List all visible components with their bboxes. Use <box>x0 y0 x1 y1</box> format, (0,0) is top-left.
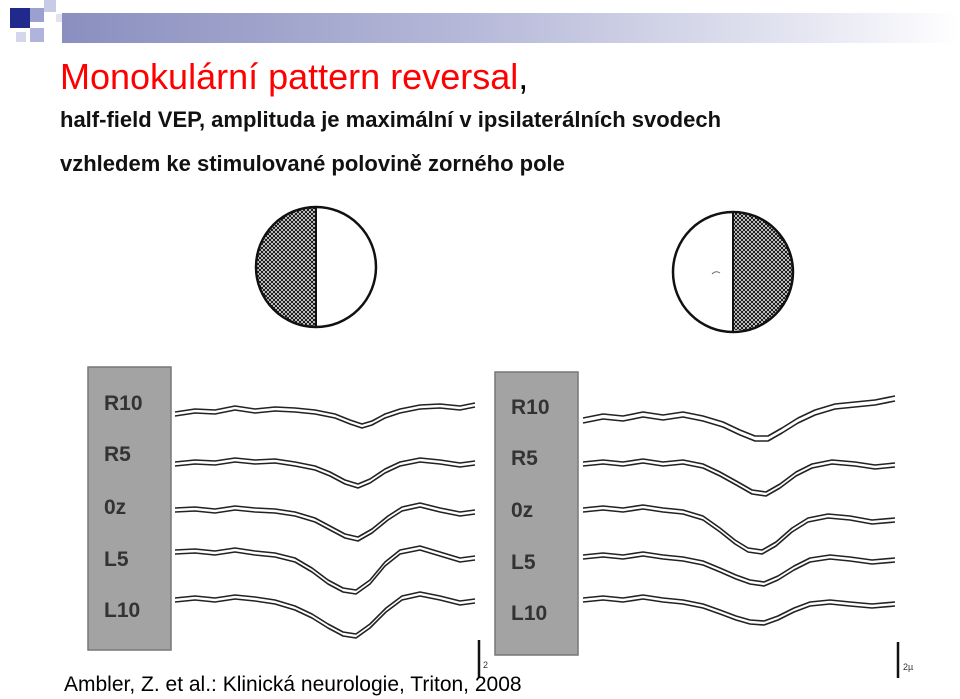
slide-title: Monokulární pattern reversal, <box>60 56 529 97</box>
right-label-R5: R5 <box>511 447 538 470</box>
left-trace-R10 <box>175 403 475 428</box>
right-label-0z: 0z <box>511 499 534 522</box>
subtitle-line-2: vzhledem ke stimulované polovině zorného pole <box>60 152 565 176</box>
right-trace-L5 <box>583 552 895 586</box>
left-label-R10: R10 <box>104 392 143 415</box>
right-label-L10: L10 <box>511 602 548 625</box>
svg-text:2µ: 2µ <box>903 662 914 672</box>
left-label-L5: L5 <box>104 548 129 571</box>
left-label-L10: L10 <box>104 599 141 622</box>
header-accent-bar <box>62 13 960 43</box>
right-trace-R5 <box>583 459 895 496</box>
vep-figure <box>0 190 960 680</box>
left-label-0z: 0z <box>104 496 127 519</box>
left-label-R5: R5 <box>104 443 131 466</box>
right-label-L5: L5 <box>511 551 536 574</box>
left-trace-L5 <box>175 546 475 594</box>
left-trace-0z <box>175 503 475 541</box>
right-trace-R10 <box>583 396 895 441</box>
right-scale-bar <box>898 642 913 678</box>
left-stimulus-disc <box>256 207 376 327</box>
right-trace-0z <box>583 505 895 554</box>
slide-subtitle <box>60 108 920 176</box>
left-traces <box>175 403 475 638</box>
right-label-R10: R10 <box>511 396 550 419</box>
right-traces <box>583 396 895 625</box>
right-stimulus-disc <box>673 212 793 332</box>
citation: Ambler, Z. et al.: Klinická neurologie, Triton, 2008 <box>64 673 522 696</box>
subtitle-line-1: half-field VEP, amplituda je maximální v ipsilaterálních svodech <box>60 107 722 132</box>
right-trace-L10 <box>583 595 895 625</box>
left-trace-R5 <box>175 458 475 488</box>
left-trace-L10 <box>175 592 475 638</box>
svg-text:2: 2 <box>483 660 489 670</box>
